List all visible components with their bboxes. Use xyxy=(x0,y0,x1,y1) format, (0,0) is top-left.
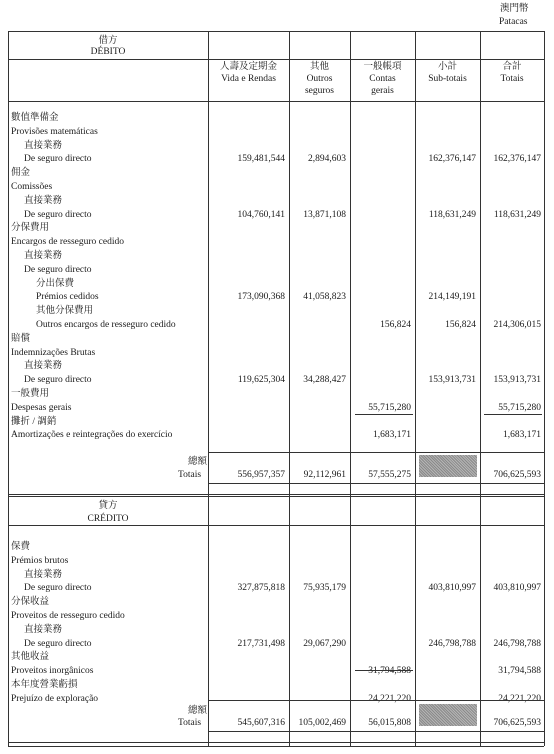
credit-total-gerais: 56,015,808 xyxy=(368,718,411,728)
credit-row-label: 其他收益 xyxy=(11,652,50,663)
debit-row-label: 佣金 xyxy=(11,168,31,179)
debit-row-gerais-value: 156,824 xyxy=(380,320,411,330)
debit-row-total-value: 118,631,249 xyxy=(493,209,541,220)
debit-row-label: Encargos de resseguro cedido xyxy=(11,237,124,248)
debit-total-total: 706,625,593 xyxy=(493,470,541,480)
debit-row-sub-value: 162,376,147 xyxy=(428,154,476,165)
credit-row-outros-value: 75,935,179 xyxy=(303,583,346,594)
col-vida-zh: 人壽及定期金 xyxy=(219,62,277,72)
debit-row-total-value: 153,913,731 xyxy=(493,375,541,386)
debit-row-label: Prémios cedidos xyxy=(36,292,99,303)
credit-row-sub-value: 403,810,997 xyxy=(428,583,476,594)
debit-row-outros-value: 34,288,427 xyxy=(303,375,346,386)
debit-row-label: 一般費用 xyxy=(11,389,50,399)
debit-total-gerais: 57,555,275 xyxy=(368,470,411,480)
col-total-pt: Totais xyxy=(500,74,524,84)
credit-row-label: 直接業務 xyxy=(24,624,63,635)
credit-row-label: 直接業務 xyxy=(24,569,63,580)
debit-row-outros-value: 13,871,108 xyxy=(303,209,346,220)
credit-row-vida-value: 327,875,818 xyxy=(237,583,285,594)
col-gerais-pt2: gerais xyxy=(371,86,394,96)
debit-row-label: Outros encargos de resseguro cedido xyxy=(36,320,176,330)
debit-row-label: 分出保費 xyxy=(36,278,75,289)
credit-row-outros-value: 29,067,290 xyxy=(303,638,346,649)
credit-row-sub-value: 246,798,788 xyxy=(428,638,476,649)
debit-row-gerais-value: 1,683,171 xyxy=(373,430,411,441)
debit-totals-zh: 總額 xyxy=(188,457,208,467)
debit-row-label: De seguro directo xyxy=(24,375,92,386)
credit-total-outros: 105,002,469 xyxy=(298,718,346,728)
debit-row-label: 賠償 xyxy=(11,333,31,344)
debit-row-label: Indemnizações Brutas xyxy=(11,347,96,358)
credit-total-vida: 545,607,316 xyxy=(237,718,285,728)
debit-row-outros-value: 41,058,823 xyxy=(303,292,346,303)
credit-row-label: 本年度營業虧損 xyxy=(11,680,78,690)
credit-row-label: Proveitos inorgânicos xyxy=(11,666,94,677)
debit-row-outros-value: 2,894,603 xyxy=(308,154,346,165)
shaded-cell xyxy=(419,455,477,477)
credit-title-pt: CRÉDITO xyxy=(87,514,129,524)
debit-row-gerais-value: 55,715,280 xyxy=(368,402,411,413)
debit-row-total-value: 214,306,015 xyxy=(493,320,541,330)
debit-row-label: 直接業務 xyxy=(24,195,63,206)
debit-row-sub-value: 156,824 xyxy=(445,320,476,330)
credit-title-zh: 貸方 xyxy=(98,501,118,511)
debit-row-label: De seguro directo xyxy=(24,154,92,165)
credit-row-total-value: 246,798,788 xyxy=(493,638,541,649)
currency-pt: Patacas xyxy=(499,17,528,27)
credit-totals-pt: Totais xyxy=(178,718,202,728)
col-total-zh: 合計 xyxy=(502,62,522,72)
credit-total-total: 706,625,593 xyxy=(493,718,541,728)
debit-row-vida-value: 159,481,544 xyxy=(237,154,285,165)
credit-totals-zh: 總額 xyxy=(188,706,208,716)
debit-row-vida-value: 119,625,304 xyxy=(237,375,285,386)
debit-row-total-value: 55,715,280 xyxy=(498,402,541,413)
debit-row-label: 攤折 / 調銷 xyxy=(11,416,57,427)
debit-row-label: Amortizações e reintegrações do exercício xyxy=(11,430,173,441)
debit-row-label: 分保費用 xyxy=(11,223,50,234)
col-gerais-pt1: Contas xyxy=(369,74,396,84)
debit-title-pt: DÉBITO xyxy=(90,47,126,57)
credit-row-vida-value: 217,731,498 xyxy=(237,638,285,649)
credit-row-gerais-value: 31,794,588 xyxy=(368,666,411,677)
debit-row-label: 數值準備金 xyxy=(11,113,59,123)
debit-row-vida-value: 104,760,141 xyxy=(237,209,285,220)
col-gerais-zh: 一般帳項 xyxy=(363,62,402,72)
debit-row-total-value: 1,683,171 xyxy=(503,430,541,441)
credit-row-label: Prémios brutos xyxy=(11,555,69,566)
credit-row-label: Proveitos de resseguro cedido xyxy=(11,611,125,621)
debit-row-sub-value: 118,631,249 xyxy=(428,209,476,220)
debit-row-total-value: 162,376,147 xyxy=(493,154,541,165)
col-sub-pt: Sub-totais xyxy=(428,74,467,84)
debit-row-sub-value: 214,149,191 xyxy=(428,292,476,303)
debit-row-sub-value: 153,913,731 xyxy=(428,375,476,386)
debit-row-label: 直接業務 xyxy=(24,140,63,151)
debit-total-vida: 556,957,357 xyxy=(237,470,285,480)
currency-zh: 澳門幣 xyxy=(500,4,529,14)
credit-row-total-value: 403,810,997 xyxy=(493,583,541,594)
credit-row-label: Prejuízo de exploração xyxy=(11,693,99,704)
debit-row-label: De seguro directo xyxy=(24,264,92,275)
col-outros-pt2: seguros xyxy=(304,86,335,96)
credit-row-gerais-value: 24,221,220 xyxy=(368,693,411,704)
debit-row-label: 直接業務 xyxy=(24,361,63,372)
credit-row-label: De seguro directo xyxy=(24,583,92,594)
debit-row-label: De seguro directo xyxy=(24,209,92,220)
credit-row-total-value: 24,221,220 xyxy=(498,693,541,704)
debit-row-label: 直接業務 xyxy=(24,251,63,261)
col-outros-zh: 其他 xyxy=(309,62,329,72)
debit-row-label: 其他分保費用 xyxy=(36,306,94,317)
debit-row-vida-value: 173,090,368 xyxy=(237,292,285,303)
col-vida-pt: Vida e Rendas xyxy=(221,74,276,84)
debit-totals-pt: Totais xyxy=(178,470,202,480)
debit-row-label: Comissões xyxy=(11,182,53,192)
debit-row-label: Despesas gerais xyxy=(11,402,72,413)
credit-row-label: 分保收益 xyxy=(11,597,50,608)
debit-row-label: Provisões matemáticas xyxy=(11,126,98,137)
shaded-cell xyxy=(419,704,477,726)
credit-row-label: De seguro directo xyxy=(24,638,92,649)
debit-total-outros: 92,112,961 xyxy=(303,470,346,480)
debit-title-zh: 借方 xyxy=(98,36,118,46)
credit-row-label: 保費 xyxy=(11,542,31,552)
col-sub-zh: 小計 xyxy=(437,62,457,72)
col-outros-pt1: Outros xyxy=(306,74,333,84)
credit-row-total-value: 31,794,588 xyxy=(498,666,541,677)
